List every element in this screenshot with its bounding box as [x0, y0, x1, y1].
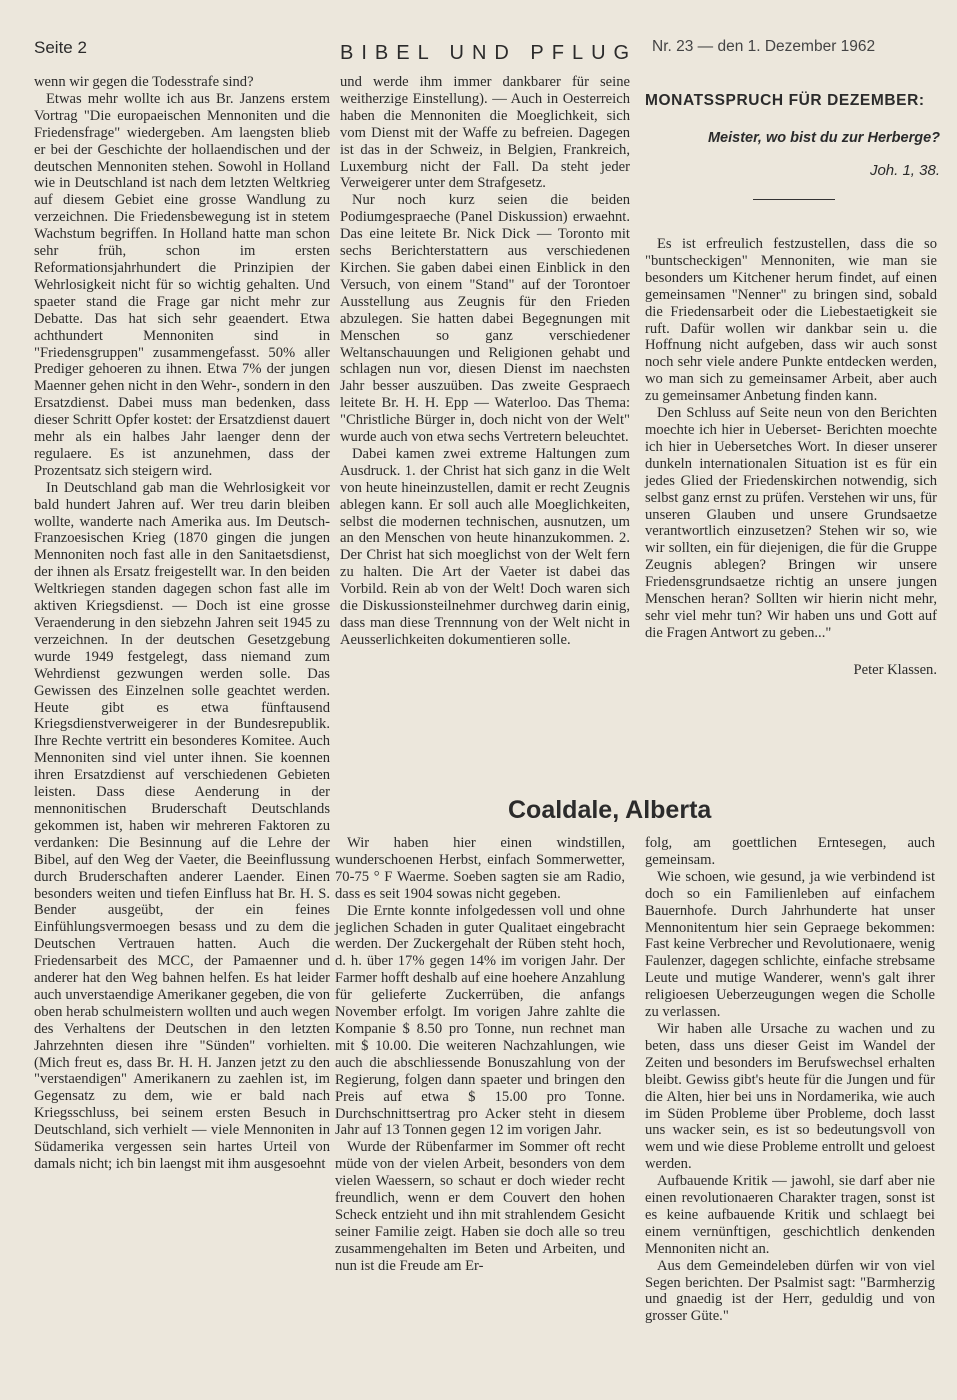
paragraph: folg, am goettlichen Erntesegen, auch gemeinsam.: [645, 835, 935, 868]
monthly-verse-title: MONATSSPRUCH FÜR DEZEMBER:: [645, 92, 925, 109]
monthly-verse-text: Meister, wo bist du zur Herberge?: [707, 130, 940, 146]
paragraph: Den Schluss auf Seite neun von den Berichten moechte ich hier in Ueberset- Berichten moechte ich hier in Uebersetches Wort. In dieser unserer dunkeln internationalen Situation ist es für ein jedes Glied der Friedenskirchen notwendig, sich selbst ganz ernst zu prüfen. Verstehen wir uns, für unseren Glauben und unsere Grundsaetze verantwortlich einzusetzen? Stehen wir so, wie wir sollten, ein für diejenigen, die für die Gruppe Zeugnis ablegen? Bringen wir unsere Friedensgrundsaetze richtig an unsere jungen Menschen heran? Sollten wir hierin nicht mehr, sehr viel mehr tun? Wir haben uns und Gott auf die Fragen Antwort zu geben...": [645, 405, 937, 641]
paragraph: wenn wir gegen die Todesstrafe sind?: [34, 74, 254, 90]
coaldale-column-left: [335, 835, 625, 1275]
paragraph: Aus dem Gemeindeleben dürfen wir von viel Segen berichten. Der Psalmist sagt: "Barmherzig und gnaedig ist der Herr, geduldig und von grosser Güte.": [645, 1257, 935, 1325]
page-header: [34, 38, 935, 68]
paragraph: Wie schoen, wie gesund, ja wie verbindend ist doch so ein Familienleben auf einfachem Bauernhofe. Durch Jahrhunderte hat unser Mennonitentum hier sein Gepraege bekommen: Fast keine Verbrecher und Revolutionaere, wenig Faulenzer, dagegen schlichte, einfache strebsame Leute und mutige Wanderer, wenn's galt ihrer religioesen Ueberzeugungen wegen die Scholle zu verlassen.: [645, 868, 935, 1021]
paragraph: Es ist erfreulich festzustellen, dass die so "buntscheckigen" Mennoniten, wie man sie besonders um Kitchener herum findet, auf einen gemeinsamen "Nenner" zu bringen sind, sobald die Friedensarbeit oder die Liebestaetigkeit sie ruft. Dafür wollen wir dankbar sein u. die Hoffnung nicht aufgeben, dass wir auch sonst noch sehr viele andere Punkte entdecken werden, wo man sich zu gemeinsamer Arbeit, aber auch zu gemeinsamer Anbetung finden kann.: [645, 236, 937, 405]
issue-date: Nr. 23 — den 1. Dezember 1962: [652, 38, 876, 55]
paragraph: Etwas mehr wollte ich aus Br. Janzens erstem Vortrag "Die europaeischen Mennoniten und die Friedensfrage" wiedergeben. Am laengsten blieb er bei der Geschichte der hollaendischen und der deutschen Mennoniten stehen. Sowohl in Holland wie in Deutschland ist nach dem letzten Weltkrieg auf diesem Gebiet eine grosse Wandlung zu verzeichnen. Die Friedensbewegung ist in stetem Wachstum begriffen. In Holland hatte man schon sehr früh, schon im ersten Reformationsjahrhundert die Prinzipien der Wehrlosigkeit nicht für so wichtig gehalten. Und spaeter stand die Frage gar nicht mehr zur Debatte. Das hat sich sehr geaendert. Etwa achthundert Mennoniten sind in "Friedensgruppen" zusammengefasst. 50% aller Prediger gehoeren zu ihnen. Etwa 7% der jungen Maenner gehen nicht in den Wehr-, sondern in den Ersatzdienst. Dabei muss man bedenken, dass dieser Schritt Opfer kostet: der Ersatzdienst dauert mehr als ein halbes Jahr laenger denn der regulaere. Es ist anzunehmen, dass der Prozentsatz sich steigern wird.: [34, 90, 330, 479]
coaldale-column-right: [645, 835, 935, 1325]
paragraph: Die Ernte konnte infolgedessen voll und ohne jeglichen Schaden in guter Qualitaet eingebracht werden. Der Zuckergehalt der Rüben steht hoch, d. h. über 17% gegen 14% im vorigen Jahr. Der Farmer hofft deshalb auf eine hoehere Anzahlung für gelieferte Zuckerrüben, die anfangs November erfolgt. Im vorigen Jahre zahlte die Kompanie $ 8.50 pro Tonne, nun rechnet man mit $ 10.00. Die weiteren Nachzahlungen, wie auch die abschliessende Bonuszahlung von der Regierung, folgen dann spaeter und bringen den Preis auf etwa $ 15.00 pro Tonne. Durchschnittsertrag pro Acker steht in diesem Jahr auf 13 Tonnen gegen 12 im vorigen Jahr.: [335, 902, 625, 1139]
divider: [753, 199, 835, 200]
article-heading: Coaldale, Alberta: [508, 796, 712, 824]
article-column-3: [645, 236, 937, 679]
monthly-verse-box: [645, 92, 940, 200]
paragraph: Dabei kamen zwei extreme Haltungen zum Ausdruck. 1. der Christ hat sich ganz in die Welt von heute hineinzustellen, damit er recht Zeugnis ablegen kann. Er soll auch alle Moeglichkeiten, selbst die modernen technischen, ausnutzen, um an den Menschen von heute hinanzukommen. 2. Der Christ hat sich moeglichst von der Welt fern zu halten. Die Art der Vaeter ist dabei das Vorbild. Rein ab von der Welt! Doch waren sich die Diskussionsteilnehmer durchweg darin einig, dass man diese Trennnung von der Welt nicht in Aeusserlichkeiten dokumentieren solle.: [340, 445, 630, 648]
monthly-verse-reference: Joh. 1, 38.: [869, 162, 940, 179]
page-number: Seite 2: [34, 38, 87, 57]
article-column-1: [34, 74, 330, 1173]
paragraph: In Deutschland gab man die Wehrlosigkeit vor bald hundert Jahren auf. Wer treu darin bleiben wollte, wanderte nach Amerika aus. Im Deutsch-Franzoesischen Krieg (1870 gingen die jungen Mennoniten noch fast alle in den Sanitaetsdienst, der ihnen als Ersatz freigestellt war. In den beiden Weltkriegen standen dagegen schon fast alle im aktiven Kriegsdienst. — Doch ist eine grosse Veraenderung in den siebzehn Jahren seit 1945 zu verzeichnen. In der deutschen Gesetzgebung wurde 1949 festgelegt, dass niemand zum Wehrdienst gezwungen werden solle. Das Gewissen des Einzelnen solle geachtet werden. Heute gibt es etwa fünftausend Kriegsdienstverweigerer in der Bundesrepublik. Ihre Rechte vertritt ein besonderes Komitee. Auch Mennoniten sind viel unter ihnen. Sie koennen ihren Ersatzdienst auf verschiedenen Gebieten leisten. Dass diese Aenderung in der mennonitischen Bruderschaft Deutschlands gekommen ist, haben wir mehreren Faktoren zu verdanken: Die Besinnung auf die Lehre der Bibel, auf den Weg der Vaeter, die Beeinflussung durch Bruderschaften anderer Laender. Einen besonders weiten und tiefen Einfluss hat Br. H. S. Bender ausgeübt, der ein feines Einfühlungsvermoegen besass und zu dem die Deutschen Vertrauen hatten. Auch die Friedensarbeit des MCC, der Pamaenner und anderer hat den Weg bahnen helfen. Es hat leider auch unverstaendige Amerikaner gegeben, die von oben herab schulmeistern wollten und auch wegen des Verhaltens der Deutschen in den letzten Jahrzehnten diesen ihre "Sünden" vorhielten. (Mich freut es, dass Br. H. H. Janzen jetzt zu den "verstaendigen" Amerikanern zu zaehlen ist, im Gegensatz zu dem, wie er bald nach Kriegsschluss, bei seinem ersten Besuch in Deutschland, sich verhielt — viele Mennoniten in Südamerika vergessen sein hartes Urteil von damals nicht; ich bin laengst mit ihm ausgesoehnt: [34, 479, 330, 1172]
paragraph: Aufbauende Kritik — jawohl, sie darf aber nie einen revolutionaeren Charakter tragen, sonst ist es keine aufbauende Kritik und schlaegt bei einem vernünftigen, geschichtlich denkenden Mennoniten nicht an.: [645, 1173, 935, 1257]
paragraph: Nur noch kurz seien die beiden Podiumgespraeche (Panel Diskussion) erwaehnt. Das eine leitete Br. Nick Dick — Toronto mit sechs Berichterstattern aus verschiedenen Kirchen. Sie gaben dabei einen Einblick in den Versuch, von einem "Stand" auf der Torontoer Ausstellung aus Zeugnis für den Frieden abzulegen. Sie hatten dabei Begegnungen mit Menschen so ganz verschiedener Weltanschauungen und Religionen gehabt und schlagen nun vor, diesen Dienst im naechsten Jahr besser auszuüben. Das zweite Gespraech leitete Br. H. H. Epp — Waterloo. Das Thema: "Christliche Bürger in, doch nicht von der Welt" wurde auch von etwa sechs Vertretern beleuchtet.: [340, 192, 630, 446]
paragraph: und werde ihm immer dankbarer für seine weitherzige Einstellung). — Auch in Oesterreich haben die Mennoniten die Moeglichkeit, sich vom Dienst mit der Waffe zu befreien. Dagegen ist das in der Schweiz, in Belgien, Frankreich, Luxemburg nicht der Fall. Da steht jeder Verweigerer unter dem Strafgesetz.: [340, 74, 630, 192]
article-column-2: [340, 74, 630, 649]
paragraph: Wir haben alle Ursache zu wachen und zu beten, dass uns dieser Geist im Wandel der Zeiten und besonders im Berufswechsel erhalten bleibt. Gewiss gibt's heute für die Jungen und für die Alten, hier bei uns in Nordamerika, wie auch im Süden Probleme über Probleme, doch lasst uns wacker sein, es ist so bedeutungsvoll von wem und wie diese Probleme entrollt und geloest werden.: [645, 1020, 935, 1173]
paragraph: Wir haben hier einen windstillen, wunderschoenen Herbst, einfach Sommerwetter, 70-75 ° F Waerme. Soeben sagten sie am Radio, dass es seit 1904 sowas nicht gegeben.: [335, 835, 625, 902]
author-signature: Peter Klassen.: [853, 661, 937, 678]
paragraph: Wurde der Rübenfarmer im Sommer oft recht müde von der vielen Arbeit, besonders von dem vielen Waessern, so schaut er doch wieder recht freundlich, wenn er dem Couvert den hohen Scheck entzieht und ihn mit strahlendem Gesicht seiner Familie zeigt. Haben sie doch alle so treu zusammengehalten im Beten und Arbeiten, und nun ist die Freude am Er-: [335, 1139, 625, 1274]
newspaper-title: BIBEL UND PFLUG: [340, 42, 638, 64]
